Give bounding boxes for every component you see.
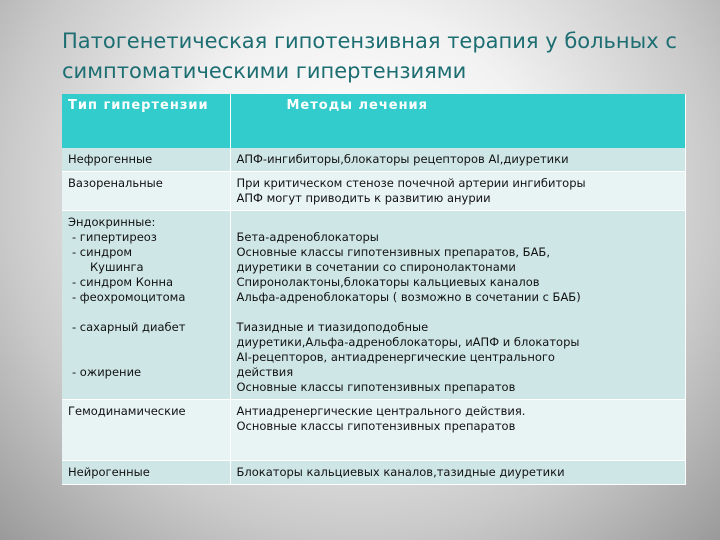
method-line: действия <box>236 365 294 379</box>
table-header-row <box>62 94 685 148</box>
method-line: Тиазидные и тиазидоподобные <box>236 320 429 334</box>
method-line: АПФ могут приводить к развитию анурии <box>236 191 491 205</box>
header-treatment-methods: Методы лечения <box>230 94 685 148</box>
spacer <box>68 305 224 320</box>
cell-method-neurogenic: Блокаторы кальциевых каналов,тазидные диуретики <box>230 461 685 485</box>
table-row <box>62 172 685 211</box>
therapy-table <box>62 94 686 485</box>
method-line: При критическом стенозе почечной артерии ингибиторы <box>236 176 586 190</box>
spacer <box>68 335 224 365</box>
method-line: Альфа-адреноблокаторы ( возможно в сочетании с БАБ) <box>236 290 581 304</box>
table-row <box>62 400 685 461</box>
endocrine-item: - сахарный диабет <box>72 320 186 334</box>
cell-method-endocrine <box>230 211 685 400</box>
endocrine-item: - феохромоцитома <box>72 290 186 304</box>
table-row <box>62 148 685 172</box>
cell-method-hemodynamic <box>230 400 685 461</box>
slide-title-line-1: Патогенетическая гипотензивная терапия у больных с <box>62 29 677 53</box>
endocrine-title: Эндокринные: <box>68 215 156 229</box>
method-line: AI-рецепторов, антиадренергические центрального <box>236 350 555 364</box>
table-row <box>62 461 685 485</box>
table-row <box>62 211 685 400</box>
cell-method-nephrogenic: АПФ-ингибиторы,блокаторы рецепторов AI,диуретики <box>230 148 685 172</box>
spacer <box>237 305 679 320</box>
cell-type-endocrine <box>62 211 230 400</box>
endocrine-item: - синдром Конна <box>72 275 174 289</box>
cell-method-vasorenal <box>230 172 685 211</box>
endocrine-item: - синдром <box>72 245 133 259</box>
method-line: диуретики в сочетании со спиронолактонами <box>236 260 516 274</box>
endocrine-item: - гипертиреоз <box>72 230 157 244</box>
cell-type-hemodynamic: Гемодинамические <box>62 400 230 461</box>
slide-title <box>62 26 702 86</box>
cell-type-nephrogenic: Нефрогенные <box>62 148 230 172</box>
method-line: Антиадренергические центрального действия. <box>236 404 526 418</box>
header-hypertension-type: Тип гипертензии <box>62 94 230 148</box>
method-line: Основные классы гипотензивных препаратов <box>236 380 516 394</box>
cell-type-neurogenic: Нейрогенные <box>62 461 230 485</box>
method-line: Бета-адреноблокаторы <box>236 230 379 244</box>
endocrine-item: - ожирение <box>72 365 142 379</box>
method-line: Основные классы гипотензивных препаратов <box>236 419 516 433</box>
method-line: диуретики,Альфа-адреноблокаторы, иАПФ и блокаторы <box>236 335 580 349</box>
slide-title-line-2: симптоматическими гипертензиями <box>62 59 467 83</box>
spacer <box>237 215 679 230</box>
method-line: Спиронолактоны,блокаторы кальциевых каналов <box>236 275 540 289</box>
endocrine-item: Кушинга <box>90 260 144 274</box>
cell-type-vasorenal: Вазоренальные <box>62 172 230 211</box>
method-line: Основные классы гипотензивных препаратов, БАБ, <box>236 245 550 259</box>
